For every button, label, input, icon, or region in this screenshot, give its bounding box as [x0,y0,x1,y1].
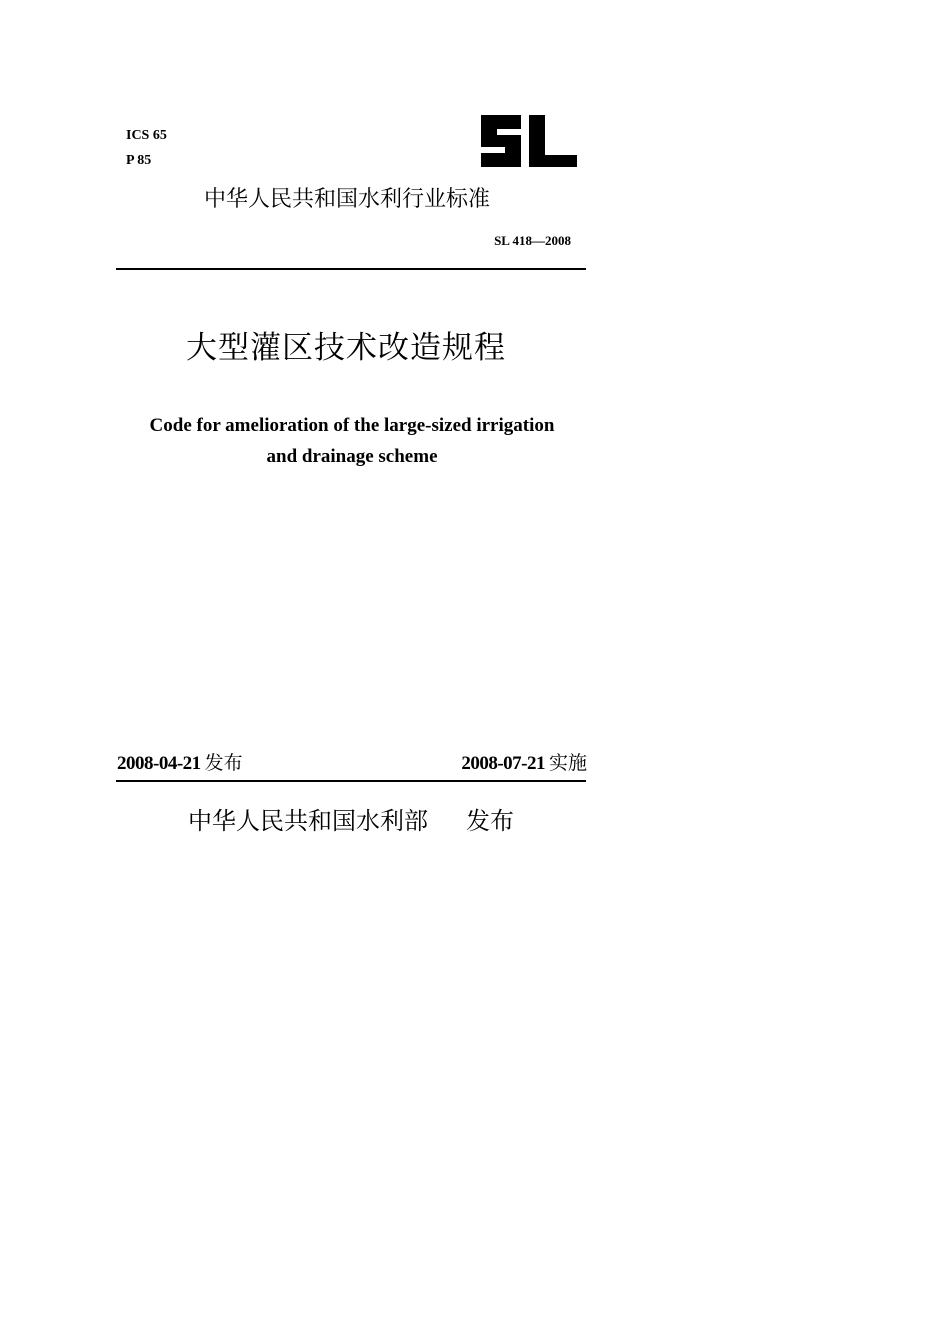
standard-category: 中华人民共和国水利行业标准 [204,187,491,212]
implement-date: 2008-07-21 [461,753,545,774]
title-english-line2: and drainage scheme [266,446,438,467]
publish-label: 发布 [466,807,514,835]
publisher-name: 中华人民共和国水利部 [188,807,428,835]
sl-logo [477,113,579,169]
ics-code: ICS 65 [126,128,167,143]
implement-label: 实施 [548,752,587,774]
issue-date-block [117,750,243,777]
bottom-divider [116,780,586,782]
issue-label: 发布 [204,752,243,774]
title-english-line1: Code for amelioration of the large-sized irrigation [149,415,555,436]
title-english [100,410,604,472]
title-chinese: 大型灌区技术改造规程 [186,330,506,366]
issue-date: 2008-04-21 [117,753,201,774]
sl-logo-graphic [477,113,579,169]
ccs-code: P 85 [126,153,152,168]
standard-number: SL 418—2008 [494,233,571,248]
implement-date-block [440,750,587,777]
top-divider [116,268,586,270]
